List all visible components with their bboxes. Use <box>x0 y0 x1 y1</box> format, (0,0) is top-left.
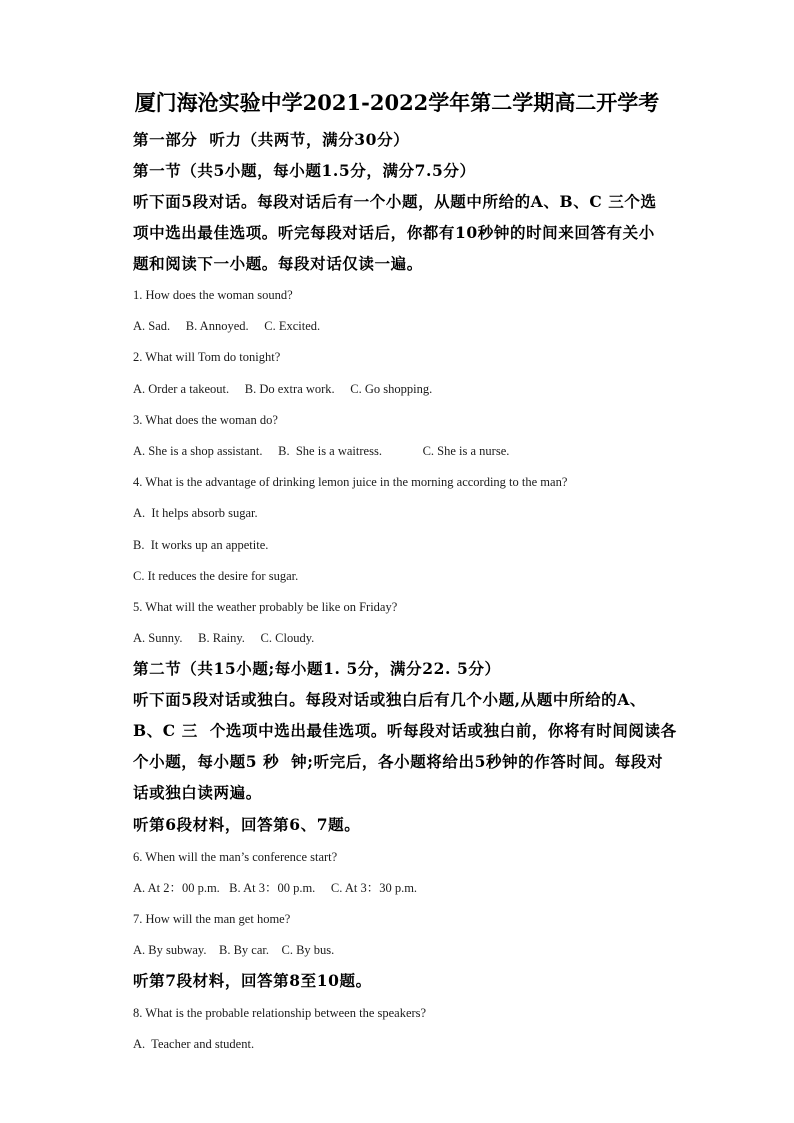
section1-instruction-line: 题和阅读下一小题。每段对话仅读一遍。 <box>133 254 423 273</box>
question-5-options: A. Sunny. B. Rainy. C. Cloudy. <box>133 631 315 645</box>
section2-instruction-line: 话或独白读两遍。 <box>133 783 262 802</box>
question-8-option-a: A. Teacher and student. <box>133 1037 255 1051</box>
question-8: 8. What is the probable relationship between the speakers? <box>133 1006 427 1020</box>
question-6-options: A. At 2：00 p.m. B. At 3：00 p.m. C. At 3：30 p.m. <box>133 881 418 895</box>
question-7: 7. How will the man get home? <box>133 912 291 926</box>
question-4-option-a: A. It helps absorb sugar. <box>133 506 258 520</box>
question-3-options: A. She is a shop assistant. B. She is a waitress. C. She is a nurse. <box>133 444 510 458</box>
question-4: 4. What is the advantage of drinking lemon juice in the morning according to the man? <box>133 475 568 489</box>
section1-instruction-line: 听下面5段对话。每段对话后有一个小题，从题中所给的A、B、C 三个选 <box>133 192 657 211</box>
question-4-option-c: C. It reduces the desire for sugar. <box>133 569 299 583</box>
part1-heading: 第一部分 听力（共两节，满分30分） <box>133 130 410 149</box>
page-title: 厦门海沧实验中学2021-2022学年第二学期高二开学考 <box>134 90 660 115</box>
section1-instruction-line: 项中选出最佳选项。听完每段对话后，你都有10秒钟的时间来回答有关小 <box>133 223 655 242</box>
section2-instruction-line: 听下面5段对话或独白。每段对话或独白后有几个小题,从题中所给的A、 <box>133 690 647 709</box>
question-2: 2. What will Tom do tonight? <box>133 350 281 364</box>
section2-heading: 第二节（共15小题;每小题1. 5分，满分22. 5分） <box>133 659 501 678</box>
section2-instruction-line: 个小题，每小题5 秒 钟;听完后，各小题将给出5秒钟的作答时间。每段对 <box>133 752 664 771</box>
question-4-option-b: B. It works up an appetite. <box>133 538 269 552</box>
question-6: 6. When will the man’s conference start? <box>133 850 338 864</box>
question-2-options: A. Order a takeout. B. Do extra work. C. Go shopping. <box>133 382 433 396</box>
section2-instruction-line: B、C 三 个选项中选出最佳选项。听每段对话或独白前，你将有时间阅读各 <box>133 721 677 740</box>
question-1-options: A. Sad. B. Annoyed. C. Excited. <box>133 319 321 333</box>
section1-heading: 第一节（共5小题，每小题1.5分，满分7.5分） <box>133 161 476 180</box>
material6-heading: 听第6段材料，回答第6、7题。 <box>133 815 361 834</box>
question-3: 3. What does the woman do? <box>133 413 278 427</box>
question-7-options: A. By subway. B. By car. C. By bus. <box>133 943 335 957</box>
material7-heading: 听第7段材料，回答第8至10题。 <box>133 971 372 990</box>
question-1: 1. How does the woman sound? <box>133 288 293 302</box>
question-5: 5. What will the weather probably be like on Friday? <box>133 600 398 614</box>
